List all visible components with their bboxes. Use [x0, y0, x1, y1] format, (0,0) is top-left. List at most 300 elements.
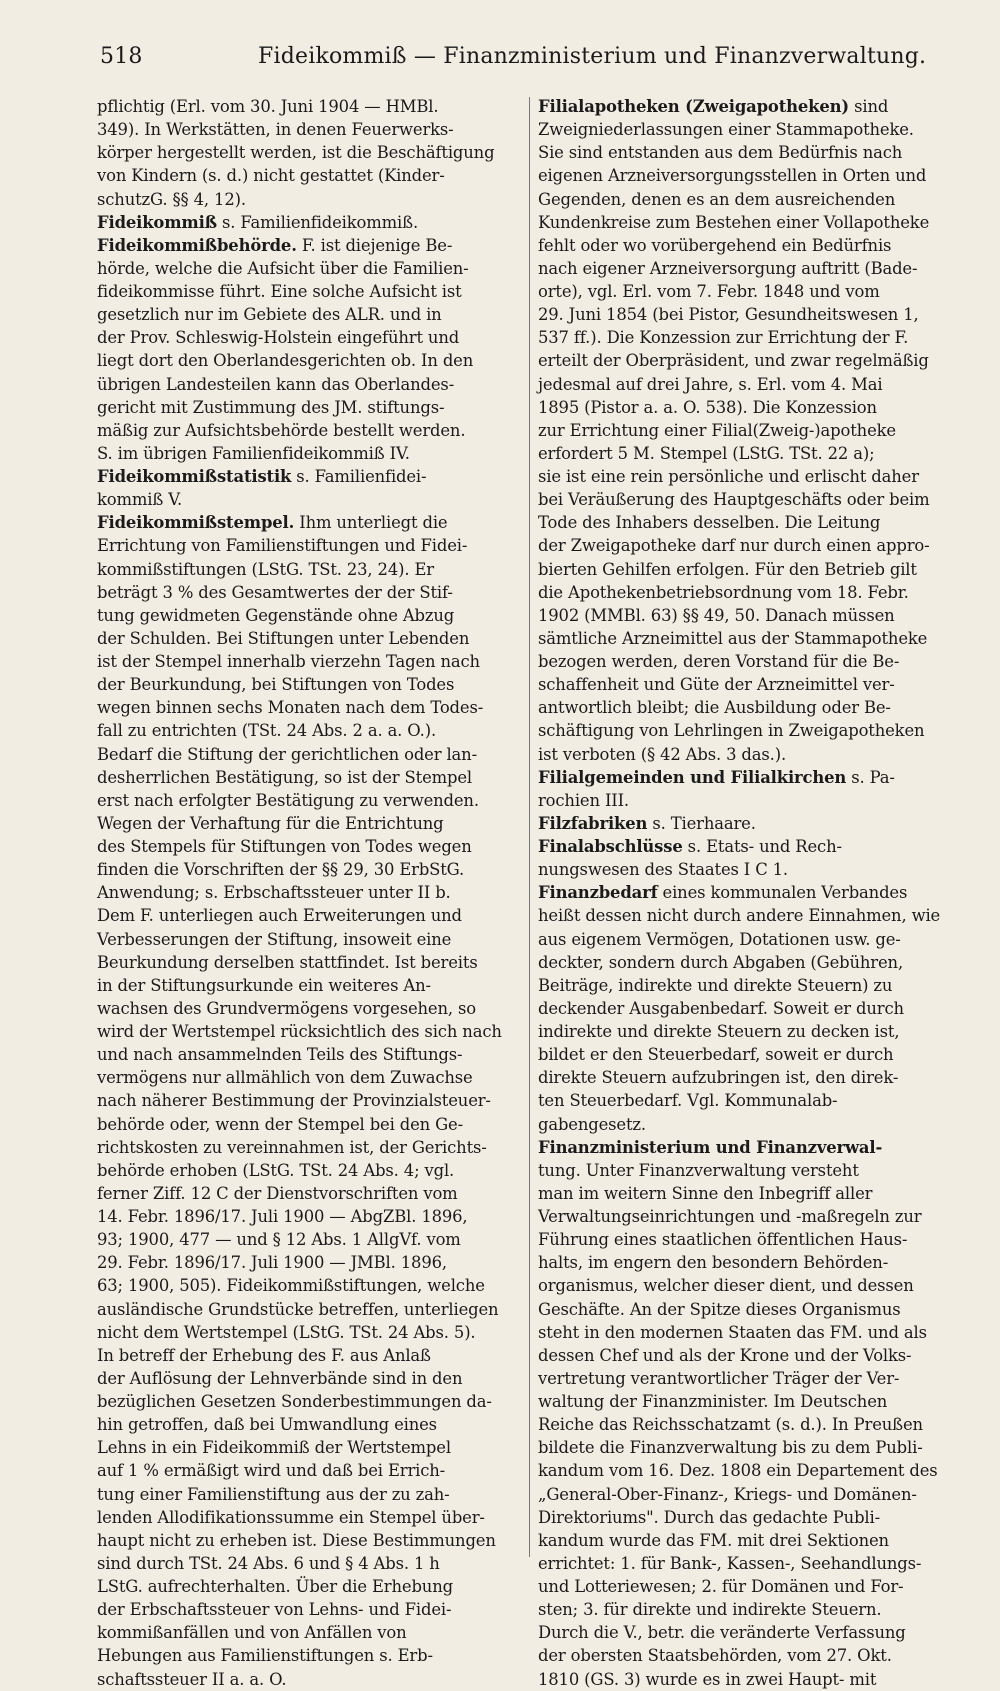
line-text: Anwendung; s. Erbschaftssteuer unter II b. — [97, 883, 451, 903]
text-line — [97, 1367, 519, 1390]
text-line — [97, 627, 519, 650]
line-text: Bedarf die Stiftung der gerichtlichen oder lan- — [97, 744, 477, 764]
text-line — [97, 1020, 519, 1043]
text-line — [538, 951, 961, 974]
line-text: ist verboten (§ 42 Abs. 3 das.). — [538, 744, 787, 764]
line-text: vermögens nur allmählich von dem Zuwachse — [97, 1068, 473, 1088]
dictionary-entry — [538, 766, 961, 812]
text-line — [538, 118, 961, 141]
text-line — [538, 442, 961, 465]
text-line — [538, 1575, 961, 1598]
text-line — [97, 881, 519, 904]
line-text: lenden Allodifikationssumme ein Stempel über- — [97, 1507, 485, 1527]
line-text: ten Steuerbedarf. Vgl. Kommunalab- — [538, 1091, 838, 1111]
line-text: der Zweigapotheke darf nur durch einen appro- — [538, 536, 930, 556]
text-line — [97, 673, 519, 696]
text-line — [538, 326, 961, 349]
line-text: 14. Febr. 1896/17. Juli 1900 — AbgZBl. 1896, — [97, 1207, 468, 1226]
text-line — [538, 141, 961, 164]
line-text: S. im übrigen Familienfideikommiß IV. — [97, 443, 410, 463]
text-line — [538, 997, 961, 1020]
text-line — [538, 1483, 961, 1506]
text-line — [538, 904, 961, 927]
line-text: tung einer Familienstiftung aus der zu zah- — [97, 1484, 450, 1504]
running-head: Fideikommiß — Finanzministerium und Finanzverwaltung. — [258, 44, 927, 69]
line-text: 537 ff.). Die Konzession zur Errichtung der F. — [538, 328, 909, 348]
line-text: nicht dem Wertstempel (LStG. TSt. 24 Abs. 5). — [97, 1322, 476, 1342]
line-text: sten; 3. für direkte und indirekte Steuern. — [538, 1600, 882, 1620]
text-line — [97, 326, 519, 349]
line-text: F. ist diejenige Be- — [296, 235, 453, 255]
entry-headword: Filialgemeinden und Filialkirchen — [538, 767, 847, 787]
line-text: der Prov. Schleswig-Holstein eingeführt und — [97, 328, 460, 348]
line-text: in der Stiftungsurkunde ein weiteres An- — [97, 975, 431, 995]
line-text: Tode des Inhabers desselben. Die Leitung — [538, 513, 881, 533]
line-text: bei Veräußerung des Hauptgeschäfts oder beim — [538, 490, 930, 510]
text-line — [97, 581, 519, 604]
text-line — [97, 1136, 519, 1159]
entry-headword: Fideikommiß — [97, 212, 217, 232]
entry-headword: Finanzbedarf — [538, 883, 658, 903]
text-line — [538, 234, 961, 257]
line-text: sämtliche Arzneimittel aus der Stammapotheke — [538, 628, 928, 648]
line-text: tung. Unter Finanzverwaltung versteht — [538, 1160, 859, 1180]
text-line — [538, 1390, 961, 1413]
text-line — [97, 1621, 519, 1644]
text-line — [97, 1205, 519, 1228]
line-text: beträgt 3 % des Gesamtwertes der der Stif- — [97, 582, 453, 602]
text-line — [538, 1089, 961, 1112]
text-line — [538, 627, 961, 650]
line-text: LStG. aufrechterhalten. Über die Erhebung — [97, 1577, 453, 1596]
line-text: Lehns in ein Fideikommiß der Wertstempel — [97, 1438, 451, 1458]
line-text: des Stempels für Stiftungen von Todes wegen — [97, 837, 472, 856]
text-line — [538, 743, 961, 766]
line-text: Ihm unterliegt die — [294, 513, 448, 533]
line-text: kommißstiftungen (LStG. TSt. 23, 24). Er — [97, 559, 434, 579]
line-text: tung gewidmeten Gegenstände ohne Abzug — [97, 605, 455, 625]
text-line — [538, 719, 961, 742]
text-line — [97, 1506, 519, 1529]
line-text: wegen binnen sechs Monaten nach dem Todes- — [97, 698, 484, 718]
text-line — [97, 1228, 519, 1251]
text-line — [97, 95, 519, 118]
line-text: kandum vom 16. Dez. 1808 ein Departement des — [538, 1461, 938, 1481]
line-text: s. Tierhaare. — [647, 813, 756, 833]
text-line — [538, 1182, 961, 1205]
text-line — [538, 581, 961, 604]
line-text: und nach ansammelnden Teils des Stiftungs- — [97, 1045, 463, 1065]
entry-headword: Filialapotheken (Zweigapotheken) — [538, 97, 850, 116]
line-text: erfordert 5 M. Stempel (LStG. TSt. 22 a); — [538, 443, 875, 463]
line-text: nungswesen des Staates I C 1. — [538, 860, 788, 880]
line-text: 1902 (MMBl. 63) §§ 49, 50. Danach müssen — [538, 605, 895, 625]
line-text: hin getroffen, daß bei Umwandlung eines — [97, 1415, 437, 1435]
text-line — [538, 465, 961, 488]
line-text: Direktoriums". Durch das gedachte Publi- — [538, 1507, 881, 1527]
line-text: der Schulden. Bei Stiftungen unter Lebenden — [97, 628, 470, 648]
text-line — [538, 789, 961, 812]
line-text: fideikommisse führt. Eine solche Aufsicht ist — [97, 282, 462, 301]
line-text: 93; 1900, 477 — und § 12 Abs. 1 AllgVf. vom — [97, 1230, 461, 1250]
dictionary-entry — [538, 95, 961, 766]
line-text: haupt nicht zu erheben ist. Diese Bestimmungen — [97, 1530, 496, 1550]
text-line — [97, 1089, 519, 1112]
text-line — [97, 858, 519, 881]
entry-headword: Fideikommißbehörde. — [97, 235, 297, 255]
line-text: s. Familienfidei- — [291, 467, 427, 486]
text-line — [97, 419, 519, 442]
text-line — [97, 534, 519, 557]
line-text: Durch die V., betr. die veränderte Verfassung — [538, 1623, 906, 1643]
text-line — [97, 234, 519, 257]
text-line — [97, 650, 519, 673]
line-text: finden die Vorschriften der §§ 29, 30 ErbStG. — [97, 860, 465, 880]
text-line — [97, 488, 519, 511]
dictionary-entry — [97, 511, 519, 1690]
text-line — [97, 188, 519, 211]
line-text: bildet er den Steuerbedarf, soweit er durch — [538, 1045, 894, 1065]
line-text: Errichtung von Familienstiftungen und Fidei- — [97, 536, 468, 556]
line-text: vertretung verantwortlicher Träger der Ver- — [538, 1368, 900, 1388]
entry-headword: Filzfabriken — [538, 813, 648, 833]
line-text: halts, im engern den besondern Behörden- — [538, 1253, 889, 1273]
text-line — [97, 1298, 519, 1321]
line-text: s. Familienfideikommiß. — [216, 212, 419, 232]
text-line — [538, 696, 961, 719]
text-line — [538, 534, 961, 557]
text-line — [97, 141, 519, 164]
line-text: schutzG. §§ 4, 12). — [97, 189, 246, 209]
line-text: wachsen des Grundvermögens vorgesehen, so — [97, 998, 476, 1018]
line-text: bierten Gehilfen erfolgen. Für den Betrieb gilt — [538, 559, 917, 579]
line-text: der Auflösung der Lehnverbände sind in den — [97, 1368, 463, 1388]
line-text: s. Pa- — [846, 767, 895, 787]
text-line — [538, 1113, 961, 1136]
text-line — [538, 1043, 961, 1066]
text-line — [97, 1159, 519, 1182]
page-header — [100, 44, 960, 78]
line-text: Verwaltungseinrichtungen und -maßregeln zur — [538, 1207, 922, 1226]
line-text: heißt dessen nicht durch andere Einnahmen, wie — [538, 906, 941, 926]
entry-headword: Finalabschlüsse — [538, 837, 683, 856]
text-line — [538, 1298, 961, 1321]
text-line — [97, 604, 519, 627]
line-text: mäßig zur Aufsichtsbehörde bestellt werden. — [97, 420, 466, 440]
text-line — [97, 904, 519, 927]
line-text: In betreff der Erhebung des F. aus Anlaß — [97, 1345, 431, 1365]
text-line — [97, 1436, 519, 1459]
text-line — [538, 1159, 961, 1182]
text-line — [97, 719, 519, 742]
text-line — [97, 1598, 519, 1621]
dictionary-entry — [538, 835, 961, 881]
line-text: gesetzlich nur im Gebiete des ALR. und in — [97, 305, 442, 325]
text-line — [538, 835, 961, 858]
text-line — [538, 95, 961, 118]
text-line — [97, 442, 519, 465]
text-line — [538, 1251, 961, 1274]
line-text: jedesmal auf drei Jahre, s. Erl. vom 4. Mai — [538, 374, 883, 394]
text-line — [538, 1506, 961, 1529]
line-text: ferner Ziff. 12 C der Dienstvorschriften vom — [97, 1183, 458, 1203]
text-line — [538, 558, 961, 581]
text-line — [538, 373, 961, 396]
line-text: waltung der Finanzminister. Im Deutschen — [538, 1392, 888, 1411]
line-text: steht in den modernen Staaten das FM. und als — [538, 1322, 927, 1342]
line-text: Gegenden, denen es an dem ausreichenden — [538, 189, 896, 209]
text-line — [97, 1575, 519, 1598]
text-line — [538, 1344, 961, 1367]
text-line — [538, 1668, 961, 1691]
line-text: Beiträge, indirekte und direkte Steuern) zu — [538, 975, 893, 995]
line-text: man im weitern Sinne den Inbegriff aller — [538, 1183, 873, 1203]
text-line — [97, 1251, 519, 1274]
text-line — [538, 511, 961, 534]
line-text: 349). In Werkstätten, in denen Feuerwerks- — [97, 120, 454, 140]
text-line — [538, 257, 961, 280]
line-text: kandum wurde das FM. mit drei Sektionen — [538, 1530, 889, 1550]
text-line — [97, 511, 519, 534]
text-line — [538, 1552, 961, 1575]
line-text: zur Errichtung einer Filial(Zweig-)apotheke — [538, 420, 896, 440]
line-text: antwortlich bleibt; die Ausbildung oder Be- — [538, 698, 891, 718]
line-text: Reiche das Reichsschatzamt (s. d.). In Preußen — [538, 1415, 923, 1435]
line-text: aus eigenem Vermögen, Dotationen usw. ge- — [538, 929, 901, 949]
text-line — [97, 1066, 519, 1089]
line-text: hörde, welche die Aufsicht über die Familien- — [97, 258, 469, 278]
text-line — [97, 1274, 519, 1297]
text-line — [538, 1020, 961, 1043]
text-line — [97, 1459, 519, 1482]
entry-headword: Fideikommißstempel. — [97, 513, 295, 533]
line-text: schaffenheit und Güte der Arzneimittel ver- — [538, 675, 895, 695]
dictionary-entry — [97, 234, 519, 465]
line-text: der obersten Staatsbehörden, vom 27. Okt. — [538, 1646, 892, 1666]
text-line — [97, 1344, 519, 1367]
text-line — [538, 1066, 961, 1089]
text-line — [538, 1321, 961, 1344]
line-text: schäftigung von Lehrlingen in Zweigapotheken — [538, 721, 925, 741]
text-line — [538, 974, 961, 997]
text-line — [538, 812, 961, 835]
line-text: sie ist eine rein persönliche und erlischt daher — [538, 467, 919, 486]
line-text: sind durch TSt. 24 Abs. 6 und § 4 Abs. 1 h — [97, 1553, 440, 1573]
text-line — [97, 951, 519, 974]
line-text: Zweigniederlassungen einer Stammapotheke. — [538, 120, 914, 140]
text-line — [538, 1598, 961, 1621]
line-text: Kundenkreise zum Bestehen einer Vollapotheke — [538, 212, 930, 232]
text-line — [97, 1321, 519, 1344]
line-text: erteilt der Oberpräsident, und zwar regelmäßig — [538, 351, 929, 371]
text-line — [538, 1621, 961, 1644]
text-line — [538, 1136, 961, 1159]
text-line — [97, 1483, 519, 1506]
text-line — [97, 396, 519, 419]
text-line — [97, 465, 519, 488]
line-text: nach näherer Bestimmung der Provinzialsteuer- — [97, 1091, 491, 1111]
dictionary-entry — [538, 881, 961, 1135]
entry-headword: Fideikommißstatistik — [97, 467, 292, 486]
dictionary-entry — [97, 465, 519, 511]
line-text: bildete die Finanzverwaltung bis zu dem Publi- — [538, 1438, 923, 1458]
right-column — [538, 95, 961, 1689]
line-text: deckender Ausgabenbedarf. Soweit er durch — [538, 998, 904, 1018]
text-line — [97, 1113, 519, 1136]
text-line — [538, 1274, 961, 1297]
dictionary-entry — [538, 1136, 961, 1691]
text-line — [97, 974, 519, 997]
text-line — [538, 303, 961, 326]
line-text: Beurkundung derselben stattfindet. Ist bereits — [97, 952, 478, 972]
line-text: Wegen der Verhaftung für die Entrichtung — [97, 813, 444, 833]
line-text: eines kommunalen Verbandes — [657, 883, 908, 903]
text-line — [538, 488, 961, 511]
text-line — [538, 1436, 961, 1459]
text-line — [538, 1459, 961, 1482]
text-line — [538, 349, 961, 372]
line-text: 29. Juni 1854 (bei Pistor, Gesundheitswesen 1, — [538, 305, 919, 325]
text-line — [97, 1413, 519, 1436]
line-text: ausländische Grundstücke betreffen, unterliegen — [97, 1299, 499, 1319]
text-line — [538, 396, 961, 419]
line-text: bezüglichen Gesetzen Sonderbestimmungen da- — [97, 1392, 492, 1411]
text-line — [97, 558, 519, 581]
line-text: dessen Chef und als der Krone und der Volks- — [538, 1345, 912, 1365]
line-text: indirekte und direkte Steuern zu decken ist, — [538, 1022, 900, 1041]
text-line — [97, 812, 519, 835]
line-text: übrigen Landesteilen kann das Oberlandes- — [97, 374, 455, 394]
text-line — [538, 211, 961, 234]
text-line — [538, 1413, 961, 1436]
line-text: Führung eines staatlichen öffentlichen Haus- — [538, 1230, 908, 1250]
line-text: organismus, welcher dieser dient, und dessen — [538, 1276, 914, 1296]
line-text: 1810 (GS. 3) wurde es in zwei Haupt- mit — [538, 1669, 877, 1689]
text-line — [97, 928, 519, 951]
line-text: behörde oder, wenn der Stempel bei den Ge- — [97, 1114, 463, 1134]
line-text: liegt dort den Oberlandesgerichten ob. In den — [97, 351, 474, 371]
line-text: desherrlichen Bestätigung, so ist der Stempel — [97, 767, 472, 787]
line-text: der Beurkundung, bei Stiftungen von Todes — [97, 675, 455, 695]
line-text: behörde erhoben (LStG. TSt. 24 Abs. 4; vgl. — [97, 1160, 455, 1180]
line-text: Sie sind entstanden aus dem Bedürfnis nach — [538, 143, 903, 163]
text-line — [97, 766, 519, 789]
text-line — [97, 1390, 519, 1413]
text-line — [97, 1644, 519, 1667]
text-line — [97, 789, 519, 812]
text-line — [538, 1529, 961, 1552]
line-text: 29. Febr. 1896/17. Juli 1900 — JMBl. 1896, — [97, 1253, 447, 1273]
text-line — [97, 118, 519, 141]
text-line — [97, 1529, 519, 1552]
page-number: 518 — [100, 44, 143, 69]
text-line — [97, 696, 519, 719]
line-text: die Apothekenbetriebsordnung vom 18. Febr. — [538, 582, 909, 602]
text-line — [97, 257, 519, 280]
text-line — [97, 164, 519, 187]
line-text: nach eigener Arzneiversorgung auftritt (Bade- — [538, 258, 918, 278]
text-line — [538, 928, 961, 951]
text-line — [538, 1367, 961, 1390]
line-text: Geschäfte. An der Spitze dieses Organismus — [538, 1299, 901, 1319]
line-text: fehlt oder wo vorübergehend ein Bedürfnis — [538, 235, 892, 255]
text-line — [538, 188, 961, 211]
line-text: der Erbschaftssteuer von Lehns- und Fidei- — [97, 1600, 452, 1620]
line-text: „General-Ober-Finanz-, Kriegs- und Domänen- — [538, 1484, 917, 1504]
line-text: bezogen werden, deren Vorstand für die Be- — [538, 652, 900, 671]
line-text: kommiß V. — [97, 490, 183, 510]
line-text: wird der Wertstempel rücksichtlich des sich nach — [97, 1022, 502, 1041]
line-text: eigenen Arzneiversorgungsstellen in Orten und — [538, 166, 927, 186]
text-line — [538, 650, 961, 673]
text-line — [538, 673, 961, 696]
text-line — [97, 1668, 519, 1691]
text-line — [538, 881, 961, 904]
text-line — [538, 604, 961, 627]
text-line — [538, 164, 961, 187]
text-line — [538, 419, 961, 442]
entry-headword: Finanzministerium und Finanzverwal- — [538, 1137, 883, 1157]
line-text: auf 1 % ermäßigt wird und daß bei Errich- — [97, 1461, 446, 1481]
line-text: direkte Steuern aufzubringen ist, den direk- — [538, 1068, 899, 1088]
line-text: 63; 1900, 505). Fideikommißstiftungen, welche — [97, 1276, 485, 1296]
line-text: ist der Stempel innerhalb vierzehn Tagen nach — [97, 652, 480, 671]
line-text: und Lotteriewesen; 2. für Domänen und For- — [538, 1577, 904, 1596]
line-text: körper hergestellt werden, ist die Beschäftigung — [97, 143, 495, 163]
text-line — [97, 835, 519, 858]
line-text: sind — [849, 97, 889, 116]
text-line — [97, 211, 519, 234]
text-line — [538, 858, 961, 881]
column-divider — [529, 97, 530, 1557]
text-line — [97, 373, 519, 396]
text-line — [97, 1043, 519, 1066]
dictionary-entry — [538, 812, 961, 835]
line-text: schaftssteuer II a. a. O. — [97, 1669, 287, 1689]
line-text: Dem F. unterliegen auch Erweiterungen und — [97, 906, 462, 926]
line-text: s. Etats- und Rech- — [682, 837, 842, 856]
text-line — [97, 1182, 519, 1205]
text-line — [97, 280, 519, 303]
line-text: erst nach erfolgter Bestätigung zu verwenden. — [97, 790, 479, 810]
text-line — [538, 1228, 961, 1251]
text-line — [97, 303, 519, 326]
line-text: deckter, sondern durch Abgaben (Gebühren, — [538, 952, 903, 972]
line-text: gericht mit Zustimmung des JM. stiftungs- — [97, 397, 445, 417]
line-text: 1895 (Pistor a. a. O. 538). Die Konzession — [538, 397, 877, 417]
line-text: kommißanfällen und von Anfällen von — [97, 1623, 407, 1643]
left-column — [97, 95, 519, 1689]
text-line — [538, 766, 961, 789]
text-line — [538, 1205, 961, 1228]
line-text: von Kindern (s. d.) nicht gestattet (Kinder- — [97, 166, 445, 186]
text-line — [97, 743, 519, 766]
line-text: orte), vgl. Erl. vom 7. Febr. 1848 und vom — [538, 282, 880, 301]
dictionary-entry — [97, 211, 519, 234]
line-text: errichtet: 1. für Bank-, Kassen-, Seehandlungs- — [538, 1553, 922, 1573]
line-text: pflichtig (Erl. vom 30. Juni 1904 — HMBl. — [97, 97, 439, 116]
text-line — [97, 1552, 519, 1575]
line-text: Hebungen aus Familienstiftungen s. Erb- — [97, 1646, 433, 1666]
line-text: fall zu entrichten (TSt. 24 Abs. 2 a. a. O.). — [97, 721, 436, 741]
line-text: rochien III. — [538, 790, 629, 810]
line-text: gabengesetz. — [538, 1114, 646, 1134]
line-text: Verbesserungen der Stiftung, insoweit eine — [97, 929, 452, 949]
text-line — [97, 349, 519, 372]
text-line — [538, 1644, 961, 1667]
line-text: richtskosten zu vereinnahmen ist, der Gerichts- — [97, 1137, 487, 1157]
text-line — [538, 280, 961, 303]
